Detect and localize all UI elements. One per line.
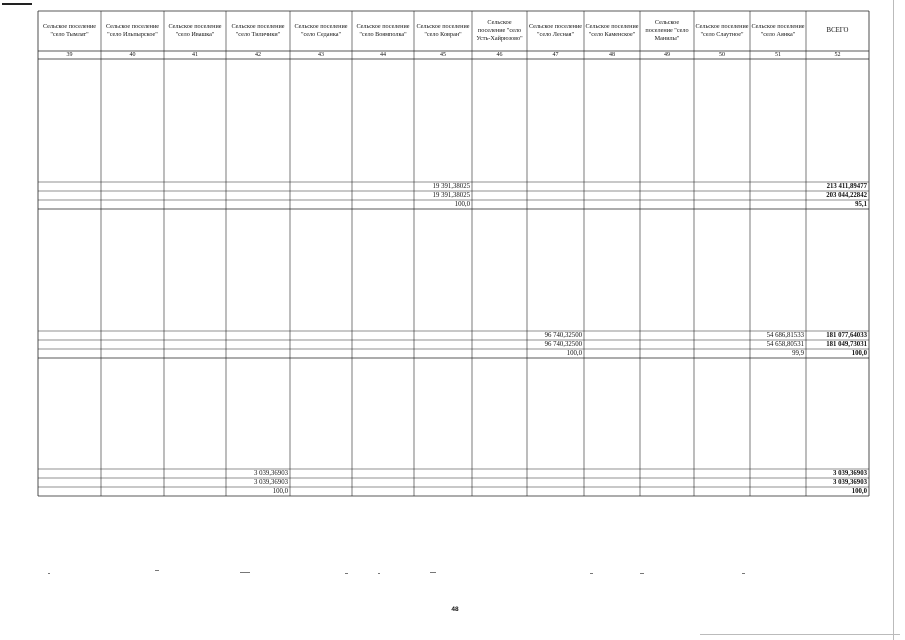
- total-value: 3 039,36903: [833, 478, 867, 486]
- column-number: 50: [719, 52, 725, 58]
- scan-speck: [590, 573, 593, 574]
- cell-value: 99,9: [792, 349, 804, 357]
- column-number: 45: [440, 52, 446, 58]
- total-value: 100,0: [851, 349, 867, 357]
- header-settlement: Сельское поселение "село Тымлат": [42, 23, 97, 38]
- cell-value: 100,0: [566, 349, 582, 357]
- scan-speck: [345, 573, 348, 574]
- cell-value: 19 391,38025: [432, 191, 470, 199]
- column-number: 47: [552, 52, 559, 58]
- header-total: ВСЕГО: [826, 26, 849, 34]
- header-settlement: Сельское поселение "село Тиличики": [231, 23, 285, 38]
- scan-speck: [48, 573, 50, 574]
- total-value: 213 411,89477: [826, 182, 867, 190]
- scan-speck: [240, 572, 250, 573]
- column-number: 39: [66, 52, 73, 58]
- column-number: 51: [775, 52, 781, 58]
- column-number: 41: [192, 52, 198, 58]
- header-settlement: Сельское поселение "село Ивашка": [168, 23, 222, 38]
- column-number: 40: [129, 52, 136, 58]
- header-settlement: Сельское поселение "село Лесная": [528, 23, 583, 38]
- cell-value: 19 391,38025: [432, 182, 470, 190]
- header-settlement: Сельское поселение "село Седанка": [294, 23, 348, 38]
- scan-speck: [430, 572, 436, 573]
- total-value: 181 049,73031: [826, 340, 867, 348]
- cell-value: 100,0: [454, 200, 470, 208]
- column-number: 48: [609, 52, 615, 58]
- column-number: 43: [318, 52, 324, 58]
- cell-value: 3 039,36903: [254, 469, 288, 477]
- column-number: 49: [664, 52, 670, 58]
- cell-value: 54 686,81533: [766, 331, 804, 339]
- header-settlement: Сельское поселение "село Ильпырское": [105, 23, 160, 38]
- header-settlement: Сельское поселение "село Усть-Хайрюзово": [476, 19, 523, 42]
- total-value: 181 077,64033: [826, 331, 867, 339]
- header-settlement: Сельское поселение "село Воямполка": [356, 23, 410, 38]
- scan-speck: [378, 573, 380, 574]
- total-value: 100,0: [851, 487, 867, 495]
- header-settlement: Сельское поселение "село Ковран": [416, 23, 470, 38]
- total-value: 95,1: [855, 200, 867, 208]
- cell-value: 96 740,32500: [544, 340, 582, 348]
- cell-value: 3 039,36903: [254, 478, 288, 486]
- scan-speck: [742, 573, 745, 574]
- scan-speck: [640, 573, 644, 574]
- cell-value: 54 658,80531: [766, 340, 804, 348]
- header-settlement: Сельское поселение "село Слаутное": [695, 23, 749, 38]
- total-value: 203 044,22842: [826, 191, 867, 199]
- column-number: 52: [834, 52, 841, 58]
- column-number: 44: [380, 52, 386, 58]
- header-settlement: Сельское поселение "село Аянка": [751, 23, 805, 38]
- cell-value: 100,0: [272, 487, 288, 495]
- total-value: 3 039,36903: [833, 469, 867, 477]
- scan-speck: [155, 570, 159, 571]
- header-settlement: Сельское поселение "село Манилы": [645, 19, 689, 42]
- header-settlement: Сельское поселение "село Каменское": [585, 23, 639, 38]
- cell-value: 96 740,32500: [544, 331, 582, 339]
- column-number: 42: [255, 52, 261, 58]
- page-number: 48: [451, 606, 459, 613]
- column-number: 46: [496, 52, 503, 58]
